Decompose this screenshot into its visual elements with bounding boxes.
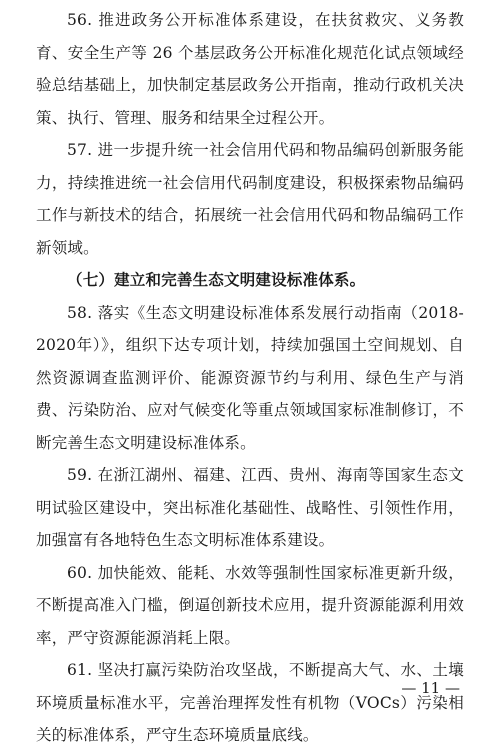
paragraph-56: 56. 推进政务公开标准体系建设，在扶贫救灾、义务教育、安全生产等 26 个基层政务公开标准化规范化试点领域经验总结基础上，加快制定基层政务公开指南，推动行政机关决策、执行、管理、服务和结果全过程公开。 <box>36 11 464 127</box>
section-heading-7: （七）建立和完善生态文明建设标准体系。 <box>67 270 366 289</box>
paragraph-60: 60. 加快能效、能耗、水效等强制性国家标准更新升级，不断提高准入门槛，倒逼创新技术应用，提升资源能源利用效率，严守资源能源消耗上限。 <box>36 563 464 647</box>
paragraph-61: 61. 坚决打赢污染防治攻坚战，不断提高大气、水、土壤环境质量标准水平，完善治理挥发性有机物（VOCs）污染相关的标准体系，严守生态环境质量底线。 <box>36 661 464 744</box>
page-number: — 11 — <box>401 679 460 697</box>
paragraph-59: 59. 在浙江湖州、福建、江西、贵州、海南等国家生态文明试验区建设中，突出标准化基础性、战略性、引领性作用，加强富有各地特色生态文明标准体系建设。 <box>36 466 464 549</box>
paragraph-58: 58. 落实《生态文明建设标准体系发展行动指南（2018-2020年）》，组织下达专项计划，持续加强国土空间规划、自然资源调查监测评价、能源资源节约与利用、绿色生产与消费、污染防治、应对气候变化等重点领域国家标准制修订，不断完善生态文明建设标准体系。 <box>36 303 464 452</box>
paragraph-57: 57. 进一步提升统一社会信用代码和物品编码创新服务能力，持续推进统一社会信用代码制度建设，积极探索物品编码工作与新技术的结合，拓展统一社会信用代码和物品编码工作新领域。 <box>36 141 464 257</box>
